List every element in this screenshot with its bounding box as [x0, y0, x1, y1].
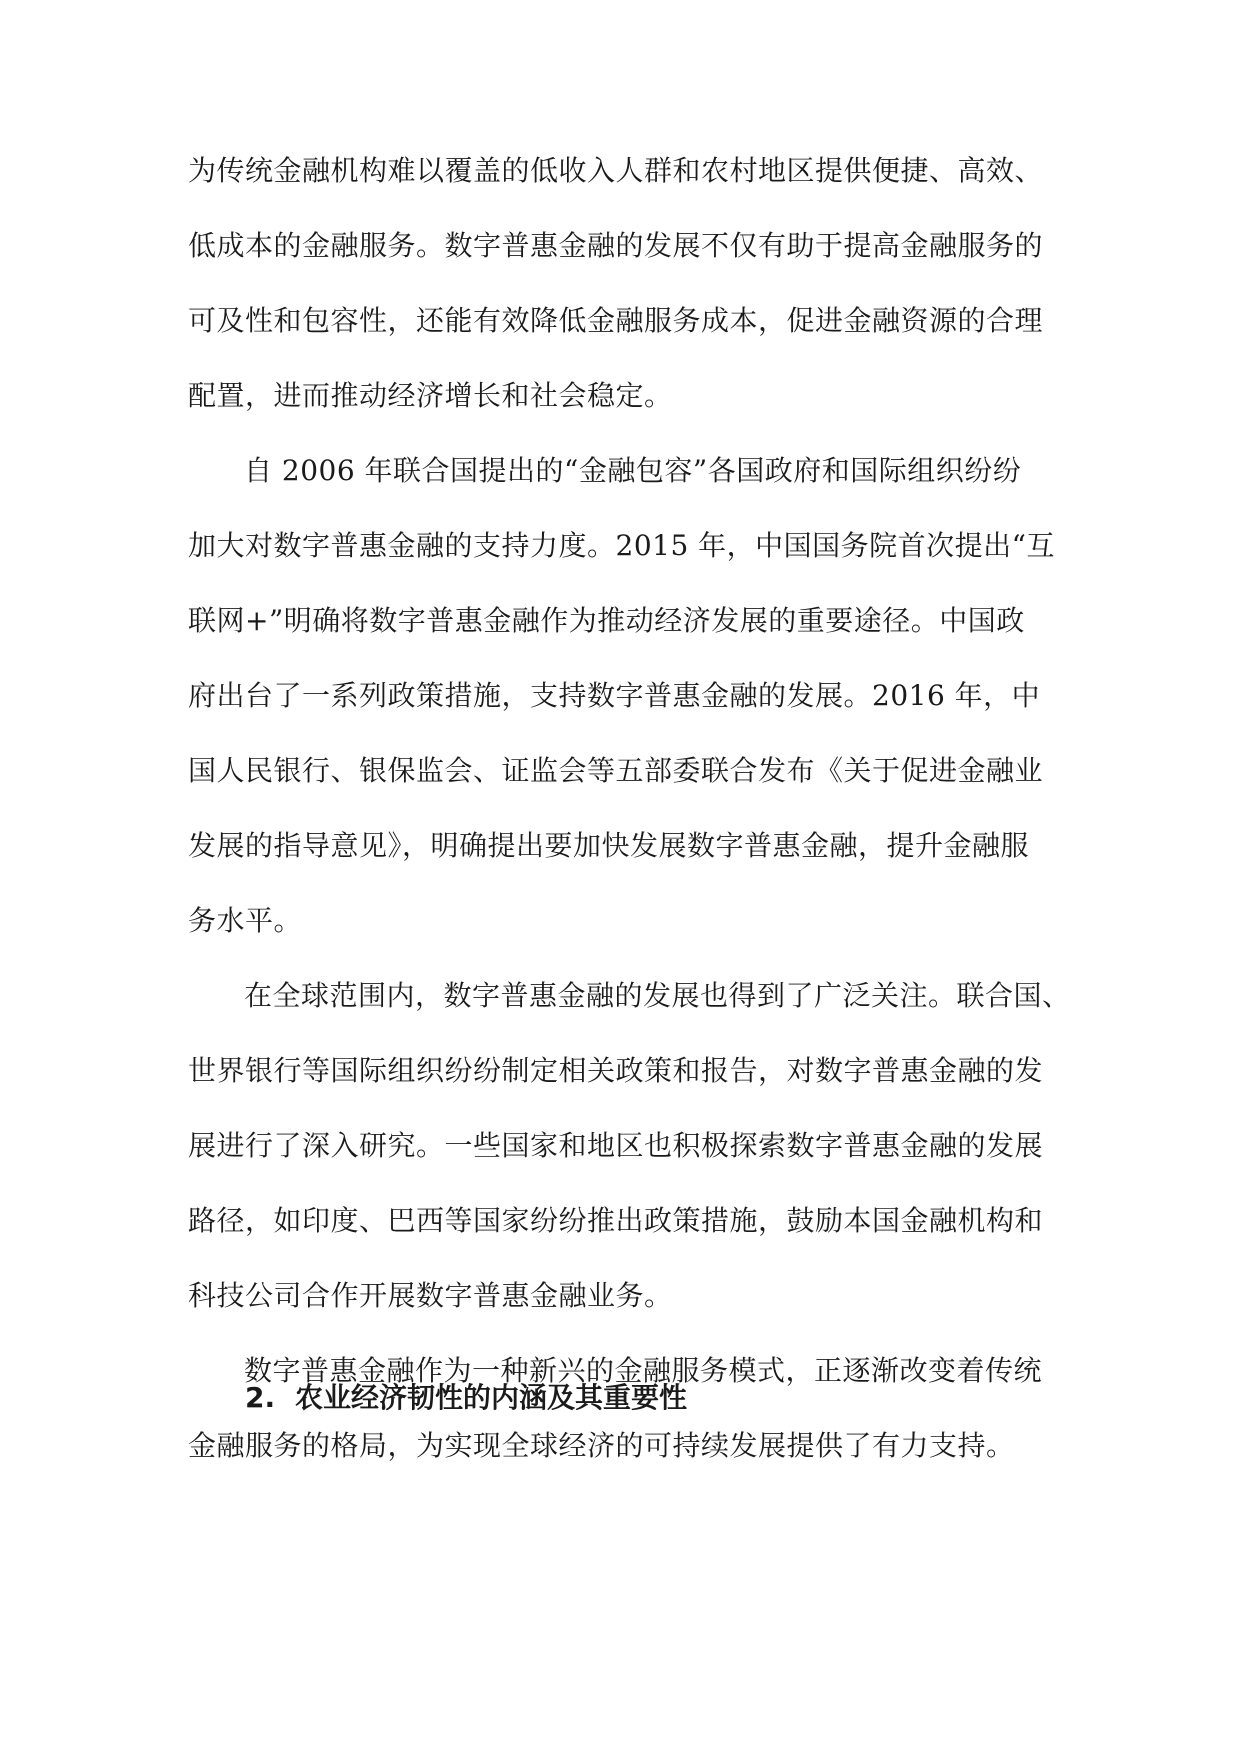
section-heading-text: 农业经济韧性的内涵及其重要性 — [295, 1381, 688, 1414]
paragraph-3-line-1: 在全球范围内，数字普惠金融的发展也得到了广泛关注。联合国、 — [244, 979, 1071, 1012]
section-heading — [245, 1368, 687, 1428]
paragraph-2-line-1: 自 2006 年联合国提出的“金融包容”各国政府和国际组织纷纷 — [244, 454, 1022, 487]
paragraph-1-line-2: 低成本的金融服务。数字普惠金融的发展不仅有助于提高金融服务的 — [188, 229, 1044, 262]
paragraph-2-line-2: 加大对数字普惠金融的支持力度。2015 年，中国国务院首次提出“互 — [188, 529, 1055, 562]
paragraph-1-line-1: 为传统金融机构难以覆盖的低收入人群和农村地区提供便捷、高效、 — [188, 154, 1044, 187]
body-text — [188, 133, 1071, 1483]
paragraph-2-line-4: 府出台了一系列政策措施，支持数字普惠金融的发展。2016 年，中 — [188, 679, 1041, 712]
paragraph-1-line-4: 配置，进而推动经济增长和社会稳定。 — [188, 379, 673, 412]
paragraph-2-line-5: 国人民银行、银保监会、证监会等五部委联合发布《关于促进金融业 — [188, 754, 1044, 787]
paragraph-2-line-7: 务水平。 — [188, 904, 303, 937]
paragraph-3-line-2: 世界银行等国际组织纷纷制定相关政策和报告，对数字普惠金融的发 — [188, 1054, 1044, 1087]
paragraph-2-line-3: 联网+”明确将数字普惠金融作为推动经济发展的重要途径。中国政 — [188, 604, 1025, 637]
paragraph-2-line-6: 发展的指导意见》，明确提出要加快发展数字普惠金融，提升金融服 — [188, 829, 1030, 862]
paragraph-3-line-4: 路径，如印度、巴西等国家纷纷推出政策措施，鼓励本国金融机构和 — [188, 1204, 1044, 1237]
paragraph-3-line-3: 展进行了深入研究。一些国家和地区也积极探索数字普惠金融的发展 — [188, 1129, 1044, 1162]
paragraph-4-line-2: 金融服务的格局，为实现全球经济的可持续发展提供了有力支持。 — [188, 1429, 1015, 1462]
section-heading-number: 2. — [245, 1381, 276, 1414]
paragraph-4-line-1: 数字普惠金融作为一种新兴的金融服务模式，正逐渐改变着传统 — [244, 1354, 1043, 1387]
paragraph-3-line-5: 科技公司合作开展数字普惠金融业务。 — [188, 1279, 673, 1312]
paragraph-1-line-3: 可及性和包容性，还能有效降低金融服务成本，促进金融资源的合理 — [188, 304, 1044, 337]
